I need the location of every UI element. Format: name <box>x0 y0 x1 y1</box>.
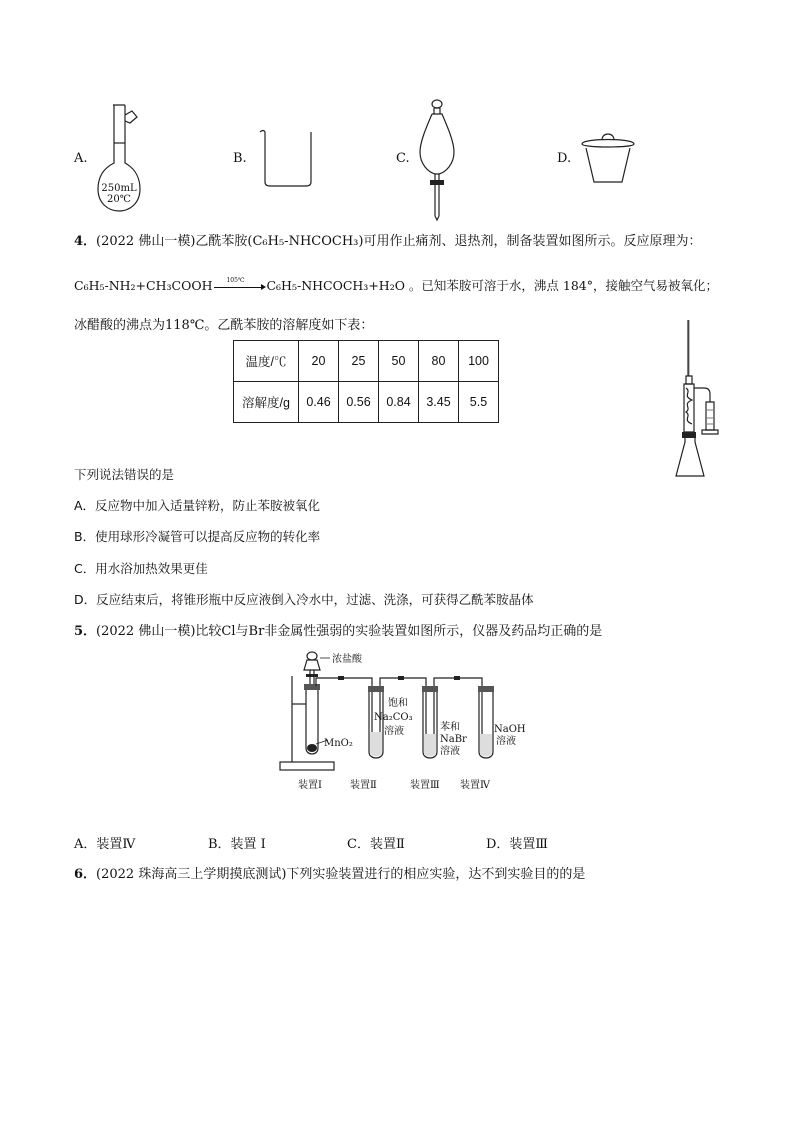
table-cell: 0.46 <box>299 382 339 423</box>
caption-device-4: 装置Ⅳ <box>460 780 490 791</box>
option-d-label: D. <box>557 151 572 166</box>
table-cell: 3.45 <box>419 382 459 423</box>
option-a-label: A. <box>74 151 88 166</box>
caption-device-2: 装置Ⅱ <box>350 780 377 791</box>
q6-line1 <box>74 866 585 884</box>
tube4-label-2: 溶液 <box>496 736 516 747</box>
tube3-label-3: 溶液 <box>440 746 460 757</box>
q6-number: 6． <box>74 867 97 882</box>
q5-option-b: B．装置 Ⅰ <box>208 837 266 852</box>
tube2-label-1: 饱和 <box>388 698 408 709</box>
q5-option-d: D．装置Ⅲ <box>486 837 548 852</box>
separatory-funnel-figure <box>418 98 458 222</box>
q4-option-b: B．使用球形冷凝管可以提高反应物的转化率 <box>74 529 321 544</box>
beaker-figure <box>258 128 316 188</box>
table-cell: 20 <box>299 341 339 382</box>
table-cell: 50 <box>379 341 419 382</box>
q4-line3: 冰醋酸的沸点为118℃。乙酰苯胺的溶解度如下表： <box>74 318 374 333</box>
reflux-apparatus-figure <box>668 318 728 482</box>
q4-number: 4． <box>74 234 97 249</box>
table-header-solubility: 溶解度/g <box>234 382 299 423</box>
table-cell: 0.56 <box>339 382 379 423</box>
table-cell: 25 <box>339 341 379 382</box>
table-cell: 5.5 <box>459 382 499 423</box>
q4-option-c: C．用水浴加热效果更佳 <box>74 561 208 576</box>
crucible-figure <box>580 130 636 186</box>
q4-line2 <box>74 277 718 295</box>
tube3-label-1: 苯和 <box>440 722 460 733</box>
table-row <box>234 341 499 382</box>
tube2-label-2: Na₂CO₃ <box>374 712 413 723</box>
caption-device-1: 装置Ⅰ <box>298 780 322 791</box>
q4-line1 <box>74 233 701 251</box>
option-c-label: C. <box>396 151 410 166</box>
volumetric-flask-figure <box>96 103 146 215</box>
reaction-condition: 105℃ <box>226 276 245 284</box>
table-cell: 100 <box>459 341 499 382</box>
tube4-label-1: NaOH <box>494 724 526 735</box>
q5-line1 <box>74 623 602 641</box>
q5-stem: (2022 佛山一模)比较Cl与Br非金属性强弱的实验装置如图所示，仪器及药品均正确的是 <box>96 624 603 639</box>
flask-volume-text: 250mL <box>101 183 137 194</box>
q4-reactants: C₆H₅-NH₂+CH₃COOH <box>74 278 213 293</box>
flask-temp-text: 20℃ <box>107 194 131 205</box>
solubility-table <box>233 340 499 423</box>
q4-prompt: 下列说法错误的是 <box>74 467 175 482</box>
option-b-label: B. <box>233 151 247 166</box>
q5-number: 5． <box>74 624 97 639</box>
q5-option-c: C．装置Ⅱ <box>347 837 405 852</box>
q4-option-a: A．反应物中加入适量锌粉，防止苯胺被氧化 <box>74 498 321 513</box>
q4-stem: (2022 佛山一模)乙酰苯胺(C₆H₅-NHCOCH₃)可用作止痛剂、退热剂，制备装置如图所示。反应原理为： <box>96 234 702 249</box>
tube3-label-2: NaBr <box>440 734 467 745</box>
table-cell: 0.84 <box>379 382 419 423</box>
q6-stem: (2022 珠海高三上学期摸底测试)下列实验装置进行的相应实验，达不到实验目的的是 <box>96 867 586 882</box>
reaction-arrow <box>212 276 266 293</box>
table-cell: 80 <box>419 341 459 382</box>
q4-products: C₆H₅-NHCOCH₃+H₂O 。已知苯胺可溶于水，沸点 184°，接触空气易被氧化； <box>266 278 719 293</box>
acid-label: 浓盐酸 <box>332 654 362 665</box>
table-header-temp: 温度/℃ <box>234 341 299 382</box>
table-row <box>234 382 499 423</box>
mno2-label: MnO₂ <box>324 738 353 749</box>
chlorine-bromine-apparatus-figure <box>276 648 526 794</box>
q4-option-d: D．反应结束后，将锥形瓶中反应液倒入冷水中，过滤、洗涤，可获得乙酰苯胺晶体 <box>74 592 534 607</box>
tube2-label-3: 溶液 <box>384 726 404 737</box>
q5-option-a: A．装置Ⅳ <box>74 837 136 852</box>
caption-device-3: 装置Ⅲ <box>410 780 440 791</box>
